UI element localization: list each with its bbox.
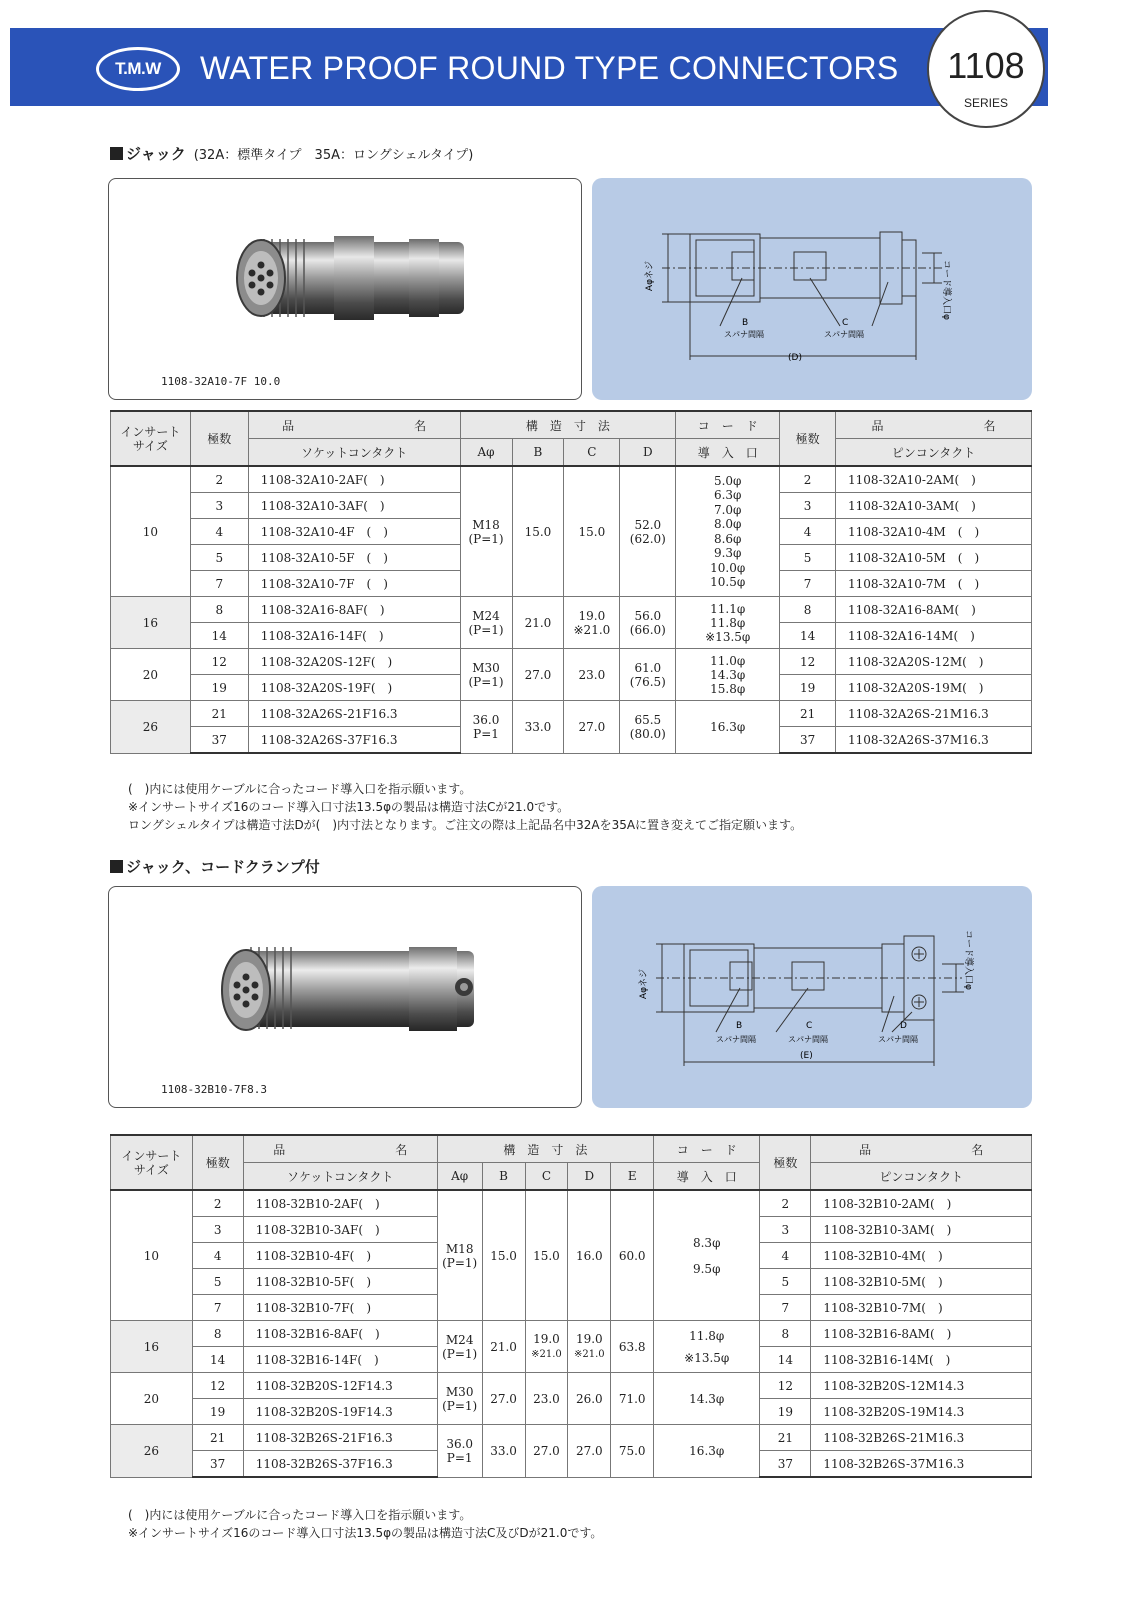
col-socket-sub: ソケットコンタクト bbox=[248, 439, 460, 467]
col-pin-name: 品 名 bbox=[836, 411, 1032, 439]
section2-title-text: ジャック、コードクランプ付 bbox=[126, 858, 320, 876]
table-row: 14 1108-32B16-14F( ) 14 1108-32B16-14M( ) bbox=[111, 1347, 1032, 1373]
note-line: ( )内には使用ケーブルに合ったコード導入口を指示願います。 bbox=[128, 1508, 472, 1522]
table-row: 10 2 1108-32A10-2AF( ) M18 (P=1) 15.0 15.0 52.0 (62.0) 5.0φ 6.3φ 7.0φ 8.0φ 8.6φ 9.3φ 10.0φ 10.5φ 2 1108-32A10-2AM( ) bbox=[111, 466, 1032, 493]
col-dims: 構 造 寸 法 bbox=[437, 1135, 653, 1163]
dim-cord-label: コード導入口φ bbox=[941, 260, 951, 320]
col-cord: コ ー ド bbox=[654, 1135, 760, 1163]
product-photo-jack bbox=[108, 178, 582, 400]
dim-c-label: C bbox=[806, 1021, 813, 1031]
col-pin-poles: 極数 bbox=[780, 411, 836, 466]
clamp-connector-photo-icon bbox=[109, 887, 579, 1077]
drawing-clamp bbox=[592, 886, 1032, 1108]
col-c: C bbox=[564, 439, 620, 467]
col-c: C bbox=[525, 1163, 568, 1191]
table-row: 16 8 1108-32A16-8AF( ) M24 (P=1) 21.0 19.0 ※21.0 56.0 (66.0) 11.1φ 11.8φ ※13.5φ 8 1108-32A16-8AM( ) bbox=[111, 597, 1032, 623]
series-number: 1108 bbox=[947, 45, 1025, 86]
col-cord-sub: 導 入 口 bbox=[676, 439, 780, 467]
section1-notes bbox=[128, 780, 802, 834]
dim-d-label: D bbox=[900, 1021, 907, 1031]
note-line: ※インサートサイズ16のコード導入口寸法13.5φの製品は構造寸法C及びDが21.0です。 bbox=[128, 1526, 603, 1540]
product-photo-clamp bbox=[108, 886, 582, 1108]
table-row: 19 1108-32B20S-19F14.3 19 1108-32B20S-19M14.3 bbox=[111, 1399, 1032, 1425]
dim-a-label: Aφネジ bbox=[645, 260, 655, 292]
col-a: Aφ bbox=[460, 439, 512, 467]
note-line: ※インサートサイズ16のコード導入口寸法13.5φの製品は構造寸法Cが21.0です。 bbox=[128, 800, 570, 814]
dim-c-sub: スパナ間隔 bbox=[788, 1035, 828, 1044]
note-line: ロングシェルタイプは構造寸法Dが( )内寸法となります。ご注文の際は上記品名中32Aを35Aに置き変えてご指定願います。 bbox=[128, 818, 803, 832]
table-row: 37 1108-32A26S-37F16.3 37 1108-32A26S-37M16.3 bbox=[111, 727, 1032, 754]
table-row: 5 1108-32A10-5F ( ) 5 1108-32A10-5M ( ) bbox=[111, 545, 1032, 571]
col-pin-name: 品 名 bbox=[811, 1135, 1032, 1163]
col-poles: 極数 bbox=[190, 411, 248, 466]
tmw-logo bbox=[96, 47, 180, 91]
table-row: 37 1108-32B26S-37F16.3 37 1108-32B26S-37M16.3 bbox=[111, 1451, 1032, 1478]
col-socket-sub: ソケットコンタクト bbox=[243, 1163, 437, 1191]
dim-b-sub: スパナ間隔 bbox=[724, 330, 764, 339]
col-dims: 構 造 寸 法 bbox=[460, 411, 676, 439]
dim-e-label: (E) bbox=[800, 1051, 813, 1061]
clamp-dimension-drawing-icon bbox=[592, 886, 1032, 1108]
col-cord: コ ー ド bbox=[676, 411, 780, 439]
section2-notes bbox=[128, 1506, 602, 1542]
dim-d-label: (D) bbox=[788, 353, 802, 363]
col-poles: 極数 bbox=[192, 1135, 243, 1190]
connector-photo-icon bbox=[109, 179, 579, 369]
logo-text: T.M.W bbox=[115, 59, 161, 78]
table-row: 3 1108-32A10-3AF( ) 3 1108-32A10-3AM( ) bbox=[111, 493, 1032, 519]
col-d: D bbox=[568, 1163, 611, 1191]
page-title: WATER PROOF ROUND TYPE CONNECTORS bbox=[200, 50, 899, 86]
col-b: B bbox=[482, 1163, 525, 1191]
table-row: 5 1108-32B10-5F( ) 5 1108-32B10-5M( ) bbox=[111, 1269, 1032, 1295]
dim-b-label: B bbox=[742, 318, 749, 328]
photo-caption: 1108-32A10-7F 10.0 bbox=[161, 375, 281, 388]
table-row: 26 21 1108-32B26S-21F16.3 36.0 P=1 33.0 27.0 27.0 75.0 16.3φ 21 1108-32B26S-21M16.3 bbox=[111, 1425, 1032, 1451]
col-b: B bbox=[512, 439, 564, 467]
col-d: D bbox=[620, 439, 676, 467]
dim-a-label: Aφネジ bbox=[639, 968, 649, 1000]
col-pin-poles: 極数 bbox=[760, 1135, 811, 1190]
dim-cord-label: コード導入口φ bbox=[963, 930, 973, 990]
square-bullet-icon bbox=[110, 860, 123, 873]
note-line: ( )内には使用ケーブルに合ったコード導入口を指示願います。 bbox=[128, 782, 472, 796]
section2-title bbox=[110, 856, 320, 877]
table-row: 4 1108-32B10-4F( ) 4 1108-32B10-4M( ) bbox=[111, 1243, 1032, 1269]
col-socket-name: 品 名 bbox=[243, 1135, 437, 1163]
table-row: 14 1108-32A16-14F( ) 14 1108-32A16-14M( ) bbox=[111, 623, 1032, 649]
col-insert-size: インサート サイズ bbox=[111, 411, 191, 466]
dim-c-sub: スパナ間隔 bbox=[824, 330, 864, 339]
col-a: Aφ bbox=[437, 1163, 482, 1191]
dim-c-label: C bbox=[842, 318, 849, 328]
table-row: 10 2 1108-32B10-2AF( ) M18 (P=1) 15.0 15.0 16.0 60.0 8.3φ 9.5φ 2 1108-32B10-2AM( ) bbox=[111, 1190, 1032, 1217]
drawing-jack bbox=[592, 178, 1032, 400]
table-row: 26 21 1108-32A26S-21F16.3 36.0 P=1 33.0 27.0 65.5 (80.0) 16.3φ 21 1108-32A26S-21M16.3 bbox=[111, 701, 1032, 727]
col-e: E bbox=[611, 1163, 654, 1191]
section1-subtitle: (32A：標準タイプ 35A：ロングシェルタイプ) bbox=[193, 148, 474, 163]
photo-caption: 1108-32B10-7F8.3 bbox=[161, 1083, 267, 1096]
section1-title-text: ジャック bbox=[126, 145, 186, 163]
table-row: 7 1108-32B10-7F( ) 7 1108-32B10-7M( ) bbox=[111, 1295, 1032, 1321]
table-row: 20 12 1108-32A20S-12F( ) M30 (P=1) 27.0 23.0 61.0 (76.5) 11.0φ 14.3φ 15.8φ 12 1108-32A20S-12M( ) bbox=[111, 649, 1032, 675]
col-pin-sub: ピンコンタクト bbox=[836, 439, 1032, 467]
col-socket-name: 品 名 bbox=[248, 411, 460, 439]
jack-dimension-drawing-icon bbox=[592, 178, 1032, 400]
dim-b-sub: スパナ間隔 bbox=[716, 1035, 756, 1044]
table-row: 16 8 1108-32B16-8AF( ) M24 (P=1) 21.0 19.0 ※21.0 19.0 ※21.0 63.8 11.8φ ※13.5φ 8 1108-32B16-8AM( ) bbox=[111, 1321, 1032, 1347]
series-badge bbox=[927, 10, 1045, 128]
series-label: SERIES bbox=[963, 96, 1008, 110]
spec-table-clamp bbox=[110, 1134, 1032, 1478]
table-row: 19 1108-32A20S-19F( ) 19 1108-32A20S-19M( ) bbox=[111, 675, 1032, 701]
square-bullet-icon bbox=[110, 147, 123, 160]
table-row: 3 1108-32B10-3AF( ) 3 1108-32B10-3AM( ) bbox=[111, 1217, 1032, 1243]
dim-d-sub: スパナ間隔 bbox=[878, 1035, 918, 1044]
table-row: 4 1108-32A10-4F ( ) 4 1108-32A10-4M ( ) bbox=[111, 519, 1032, 545]
col-pin-sub: ピンコンタクト bbox=[811, 1163, 1032, 1191]
section1-title bbox=[110, 143, 473, 164]
table-row: 7 1108-32A10-7F ( ) 7 1108-32A10-7M ( ) bbox=[111, 571, 1032, 597]
col-cord-sub: 導 入 口 bbox=[654, 1163, 760, 1191]
dim-b-label: B bbox=[736, 1021, 743, 1031]
spec-table-jack bbox=[110, 410, 1032, 754]
col-insert-size: インサート サイズ bbox=[111, 1135, 193, 1190]
table-row: 20 12 1108-32B20S-12F14.3 M30 (P=1) 27.0 23.0 26.0 71.0 14.3φ 12 1108-32B20S-12M14.3 bbox=[111, 1373, 1032, 1399]
